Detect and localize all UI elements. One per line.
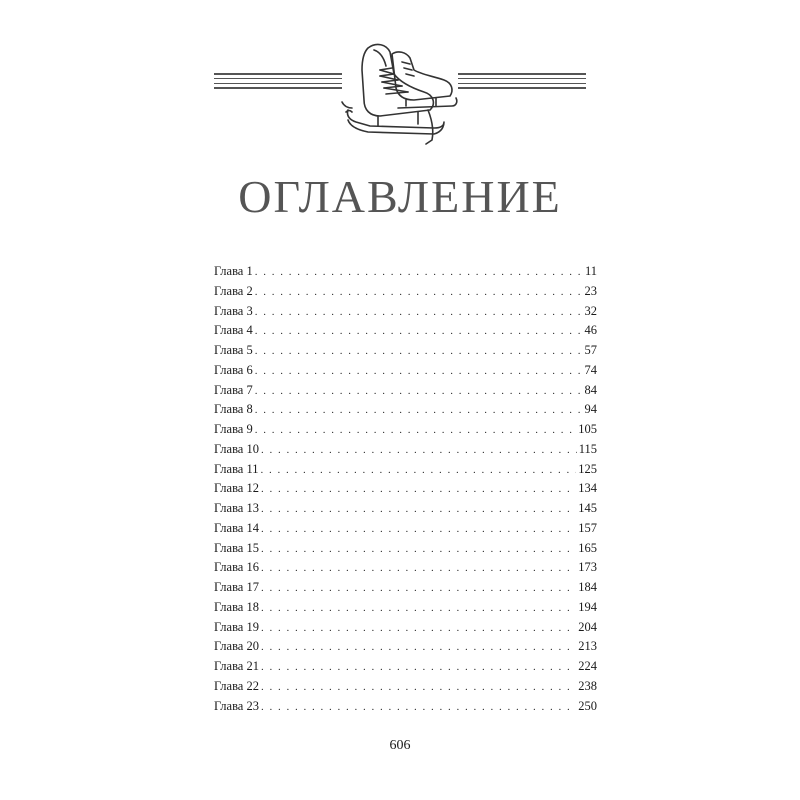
toc-entry-page: 74 xyxy=(584,362,597,377)
toc-entry-page: 11 xyxy=(584,264,597,278)
toc-entry[interactable] xyxy=(214,499,597,519)
toc-entry-page: 194 xyxy=(578,599,597,614)
toc-entry-page: 32 xyxy=(584,303,597,318)
toc-entry-page: 238 xyxy=(578,678,597,693)
table-of-contents xyxy=(214,262,597,716)
toc-entry-page: 184 xyxy=(578,580,597,594)
toc-entry[interactable] xyxy=(214,460,597,480)
toc-dot-leader xyxy=(255,263,583,282)
toc-entry[interactable] xyxy=(214,262,597,282)
toc-entry[interactable] xyxy=(214,578,597,598)
toc-dot-leader xyxy=(255,342,583,361)
toc-dot-leader xyxy=(261,579,576,598)
toc-entry-label: Глава 13 xyxy=(214,501,259,515)
toc-entry-label: Глава 18 xyxy=(214,599,259,614)
toc-dot-leader xyxy=(261,540,576,559)
toc-entry[interactable] xyxy=(214,677,597,697)
toc-entry-page: 57 xyxy=(584,343,597,357)
toc-dot-leader xyxy=(261,619,576,638)
toc-dot-leader xyxy=(255,362,583,381)
toc-entry-page: 84 xyxy=(584,382,597,397)
toc-entry-page: 213 xyxy=(578,639,597,654)
toc-entry-page: 46 xyxy=(584,323,597,338)
toc-dot-leader xyxy=(255,401,583,420)
toc-entry-page: 134 xyxy=(578,481,597,496)
toc-entry-label: Глава 4 xyxy=(214,323,253,338)
toc-entry-page: 204 xyxy=(578,619,597,634)
toc-entry[interactable] xyxy=(214,598,597,618)
toc-entry[interactable] xyxy=(214,321,597,341)
toc-entry-page: 224 xyxy=(578,659,597,673)
header-rule-left xyxy=(214,73,342,92)
toc-entry[interactable] xyxy=(214,420,597,440)
toc-entry-label: Глава 12 xyxy=(214,481,259,496)
toc-entry[interactable] xyxy=(214,519,597,539)
toc-entry-page: 145 xyxy=(578,501,597,515)
toc-entry[interactable] xyxy=(214,657,597,677)
toc-entry[interactable] xyxy=(214,341,597,361)
toc-entry-label: Глава 17 xyxy=(214,580,259,594)
toc-dot-leader xyxy=(261,461,577,480)
toc-entry-page: 165 xyxy=(578,540,597,555)
toc-dot-leader xyxy=(261,638,576,657)
toc-entry[interactable] xyxy=(214,697,597,717)
toc-dot-leader xyxy=(261,500,576,519)
toc-entry-label: Глава 16 xyxy=(214,560,259,575)
toc-entry-label: Глава 7 xyxy=(214,382,253,397)
toc-dot-leader xyxy=(261,559,576,578)
toc-entry[interactable] xyxy=(214,539,597,559)
page-number: 606 xyxy=(389,738,411,753)
toc-entry-label: Глава 19 xyxy=(214,619,259,634)
toc-entry-page: 115 xyxy=(578,441,597,456)
toc-entry-label: Глава 1 xyxy=(214,264,253,278)
toc-dot-leader xyxy=(261,599,576,618)
toc-entry-label: Глава 8 xyxy=(214,402,253,417)
toc-entry-label: Глава 21 xyxy=(214,659,259,673)
toc-dot-leader xyxy=(261,658,576,677)
toc-entry-page: 105 xyxy=(578,422,597,436)
toc-dot-leader xyxy=(255,322,583,341)
toc-entry-label: Глава 11 xyxy=(214,461,259,476)
toc-entry-page: 23 xyxy=(584,283,597,298)
toc-entry-page: 173 xyxy=(578,560,597,575)
page-title: ОГЛАВЛЕНИЕ xyxy=(238,171,562,222)
toc-entry-label: Глава 15 xyxy=(214,540,259,555)
toc-entry-page: 157 xyxy=(578,520,597,535)
toc-entry[interactable] xyxy=(214,618,597,638)
toc-entry[interactable] xyxy=(214,440,597,460)
toc-entry-page: 125 xyxy=(578,461,597,476)
toc-dot-leader xyxy=(261,520,576,539)
toc-entry-label: Глава 20 xyxy=(214,639,259,654)
toc-entry-label: Глава 23 xyxy=(214,698,259,713)
toc-entry-label: Глава 6 xyxy=(214,362,253,377)
toc-entry-label: Глава 10 xyxy=(214,441,259,456)
toc-entry-label: Глава 22 xyxy=(214,678,259,693)
toc-entry-label: Глава 14 xyxy=(214,520,259,535)
toc-dot-leader xyxy=(255,382,583,401)
toc-entry-label: Глава 9 xyxy=(214,422,253,436)
toc-entry[interactable] xyxy=(214,302,597,322)
toc-entry[interactable] xyxy=(214,381,597,401)
toc-dot-leader xyxy=(261,480,576,499)
ice-skates-icon xyxy=(340,40,462,148)
toc-entry-label: Глава 5 xyxy=(214,343,253,357)
toc-entry[interactable] xyxy=(214,479,597,499)
toc-entry-label: Глава 3 xyxy=(214,303,253,318)
toc-entry[interactable] xyxy=(214,400,597,420)
toc-entry[interactable] xyxy=(214,361,597,381)
toc-entry[interactable] xyxy=(214,637,597,657)
toc-entry-page: 250 xyxy=(578,698,597,713)
toc-dot-leader xyxy=(261,678,576,697)
toc-dot-leader xyxy=(255,283,583,302)
toc-entry-page: 94 xyxy=(584,402,597,417)
toc-entry[interactable] xyxy=(214,282,597,302)
toc-entry-label: Глава 2 xyxy=(214,283,253,298)
toc-dot-leader xyxy=(261,698,576,717)
toc-dot-leader xyxy=(255,421,577,440)
toc-entry[interactable] xyxy=(214,558,597,578)
toc-dot-leader xyxy=(261,441,577,460)
toc-dot-leader xyxy=(255,303,583,322)
header-rule-right xyxy=(458,73,586,92)
